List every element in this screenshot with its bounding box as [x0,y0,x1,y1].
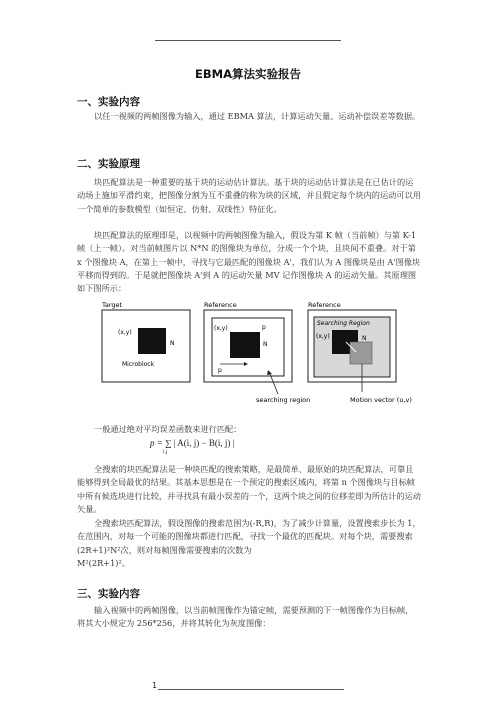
microblock-label: Microblock [122,361,155,368]
principle-paragraph-2 [77,229,421,295]
target-n-label: N [170,340,175,347]
target-block [138,328,166,354]
reference-xy-label: (x,y) [214,325,228,332]
reference2-n-label: N [362,335,367,342]
page-number: 1 [152,681,158,690]
principle-paragraph-3 [77,423,421,436]
principle-text-1: 块匹配算法是一种重要的基于块的运动估计算法。基于块的运动估计算法是在已估计的运动场上施加平滑约束，把图像分割为互不重叠的称为块的区域，并且假定每个块内的运动可以用一个简单的参数模型（如恒定、仿射、双线性）特征化。 [77,177,421,214]
p-label-top: p [262,324,266,331]
reference-n-label: N [263,341,268,348]
target-xy-label: (x,y) [118,329,132,336]
section-1-paragraph [77,110,421,123]
section-heading-3: 三、实验内容 [77,588,140,600]
section-heading-1: 一、实验内容 [77,96,140,108]
principle-text-4: 全搜索的块匹配算法是一种块匹配的搜索策略，是最简单、最原始的块匹配算法，可靠且能够得到全局最优的结果。其基本思想是在一个预定的搜索区域内，将第 n 个图像块与目标帧中所有候选块进行比较，并寻找具有最小误差的一个，这两个块之间的位移差即为所估计的运动矢量。 [77,464,421,514]
formula-subscript: i,j [163,449,168,455]
section-1-text: 以任一视频的两帧图像为输入，通过 EBMA 算法，计算运动矢量、运动补偿误差等数据。 [94,111,421,121]
header-rule [155,40,341,41]
principle-paragraph-4 [77,463,421,516]
principle-paragraph-5 [77,517,421,570]
sad-formula [150,438,235,455]
section-3-paragraph [77,604,421,631]
p-label-left: p [218,367,222,374]
reference-label-1: Reference [204,301,237,309]
ebma-diagram [100,300,412,410]
formula-body: ∑ | A(i, j) − B(i, j) | [165,438,235,448]
target-label: Target [102,301,123,309]
section-3-text: 输入视频中的两帧图像，以当前帧图像作为锚定帧，需要预测的下一帧图像作为目标帧，将其大小规定为 256*256，并将其转化为灰度图像： [77,605,414,629]
principle-text-5: 全搜索块匹配算法，假设图像的搜索范围为(-R,R)，为了减少计算量，设置搜索步长为 1，在范围内，对每一个可能的图像块都进行匹配，寻找一个最优的匹配块。对每个块，需要搜索(2R+1)²N²次，则对每帧图像需要搜索的次数为 [77,518,421,555]
searching-region-title: Searching Region [317,320,370,327]
reference-block [230,332,260,358]
principle-text-3: 一般通过绝对平均误差函数来进行匹配： [94,424,242,434]
section-heading-2: 二、实验原理 [77,158,140,170]
candidate-block [350,342,372,364]
reference2-xy-label: (x,y) [316,333,330,340]
principle-text-5-end: M²(2R+1)²。 [77,557,130,568]
principle-text-2: 块匹配算法的原理即是，以视频中的两帧图像为输入，假设为第 K 帧（当前帧）与第 K-1 帧（上一帧）。对当前帧图片以 N*N 的图像块为单位，分成一个个块，且块间不重叠。对于第 x 个图像块 A，在第上一帧中，寻找与它最匹配的图像块 A'，我们认为 A 图像块是由 A'图像块平移而得到的。于是就把图像块 A'到 A 的运动矢量 MV 记作图像块 A 的运动矢量。其原理图如下图所示： [77,230,421,294]
page-title: EBMA算法实验报告 [195,67,301,81]
reference-label-2: Reference [308,301,341,309]
principle-paragraph-1 [77,176,421,216]
formula-lhs: p = [150,438,163,448]
motion-vector-label: Motion vector (u,v) [350,396,412,404]
footer-rule [158,689,344,690]
searching-region-label: searching region [256,396,311,404]
